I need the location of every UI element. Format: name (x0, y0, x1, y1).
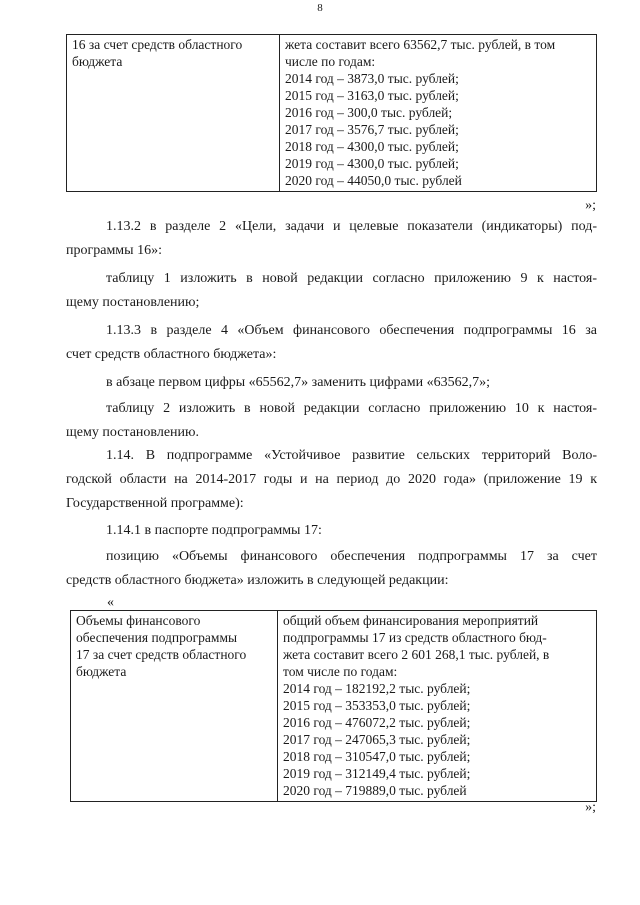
table2-left-line: Объемы финансового (76, 613, 201, 628)
table2-line: 2016 год – 476072,2 тыс. рублей; (283, 715, 471, 730)
table1-line: 2020 год – 44050,0 тыс. рублей (285, 173, 462, 188)
table1-line: 2017 год – 3576,7 тыс. рублей; (285, 122, 459, 137)
closing-quote: »; (585, 198, 596, 213)
paragraph-line: позицию «Объемы финансового обеспечения подпрограммы 17 за счет (106, 549, 597, 564)
table1-line: 2018 год – 4300,0 тыс. рублей; (285, 139, 459, 154)
table1-right-cell (280, 35, 597, 192)
paragraph-position (66, 545, 597, 593)
paragraph-line: 1.13.3 в разделе 4 «Объем финансового обеспечения подпрограммы 16 за (106, 323, 597, 338)
table2-line: подпрограммы 17 из средств областного бюд- (283, 630, 547, 645)
opening-quote: « (107, 595, 114, 610)
table2-left-line: 17 за счет средств областного (76, 647, 247, 662)
financing-table-subprogram-16 (66, 34, 597, 192)
table2-line: жета составит всего 2 601 268,1 тыс. рублей, в (283, 647, 550, 662)
table2-left-cell (71, 611, 278, 802)
paragraph-line: годской области на 2014-2017 годы и на период до 2020 года» (приложение 19 к (66, 472, 597, 487)
paragraph-1-13-2 (66, 215, 597, 263)
paragraph-line: средств областного бюджета» изложить в следующей редакции: (66, 573, 449, 588)
table2-right-cell (278, 611, 597, 802)
paragraph-line: щему постановлению. (66, 425, 199, 440)
table2-left-line: бюджета (76, 664, 127, 679)
paragraph-table1 (66, 267, 597, 315)
table1-line: числе по годам: (285, 54, 376, 69)
table2-line: общий объем финансирования мероприятий (283, 613, 539, 628)
page-number: 8 (317, 2, 323, 14)
table1-line: 2014 год – 3873,0 тыс. рублей; (285, 71, 459, 86)
table2-line: 2019 год – 312149,4 тыс. рублей; (283, 766, 471, 781)
paragraph-table2 (66, 397, 597, 445)
table1-line: 2019 год – 4300,0 тыс. рублей; (285, 156, 459, 171)
paragraph-line: Государственной программе): (66, 496, 244, 511)
paragraph-1-14-1 (66, 519, 597, 543)
paragraph-line: 1.14.1 в паспорте подпрограммы 17: (106, 523, 322, 538)
table2-line: 2017 год – 247065,3 тыс. рублей; (283, 732, 471, 747)
table2-line: 2015 год – 353353,0 тыс. рублей; (283, 698, 471, 713)
table1-left-cell: 16 за счет средств областного бюджета (67, 35, 280, 192)
paragraph-line: 1.14. В подпрограмме «Устойчивое развитие сельских территорий Воло- (106, 448, 597, 463)
paragraph-1-13-3 (66, 319, 597, 367)
table2-left-line: обеспечения подпрограммы (76, 630, 238, 645)
table2-line: 2014 год – 182192,2 тыс. рублей; (283, 681, 471, 696)
paragraph-line: счет средств областного бюджета»: (66, 347, 277, 362)
closing-quote-2: »; (585, 800, 596, 815)
paragraph-line: 1.13.2 в разделе 2 «Цели, задачи и целевые показатели (индикаторы) под- (106, 219, 597, 234)
paragraph-1-14 (66, 444, 597, 516)
paragraph-figures (66, 371, 597, 395)
table2-line: том числе по годам: (283, 664, 398, 679)
table1-line: жета составит всего 63562,7 тыс. рублей, в том (285, 37, 556, 52)
financing-table-subprogram-17 (70, 610, 597, 802)
paragraph-line: таблицу 1 изложить в новой редакции согласно приложению 9 к настоя- (106, 271, 597, 286)
table1-line: 2016 год – 300,0 тыс. рублей; (285, 105, 453, 120)
table1-line: 2015 год – 3163,0 тыс. рублей; (285, 88, 459, 103)
paragraph-line: щему постановлению; (66, 295, 200, 310)
table2-line: 2020 год – 719889,0 тыс. рублей (283, 783, 467, 798)
paragraph-line: в абзаце первом цифры «65562,7» заменить цифрами «63562,7»; (106, 375, 490, 390)
paragraph-line: таблицу 2 изложить в новой редакции согласно приложению 10 к настоя- (106, 401, 597, 416)
paragraph-line: программы 16»: (66, 243, 162, 258)
table2-line: 2018 год – 310547,0 тыс. рублей; (283, 749, 471, 764)
